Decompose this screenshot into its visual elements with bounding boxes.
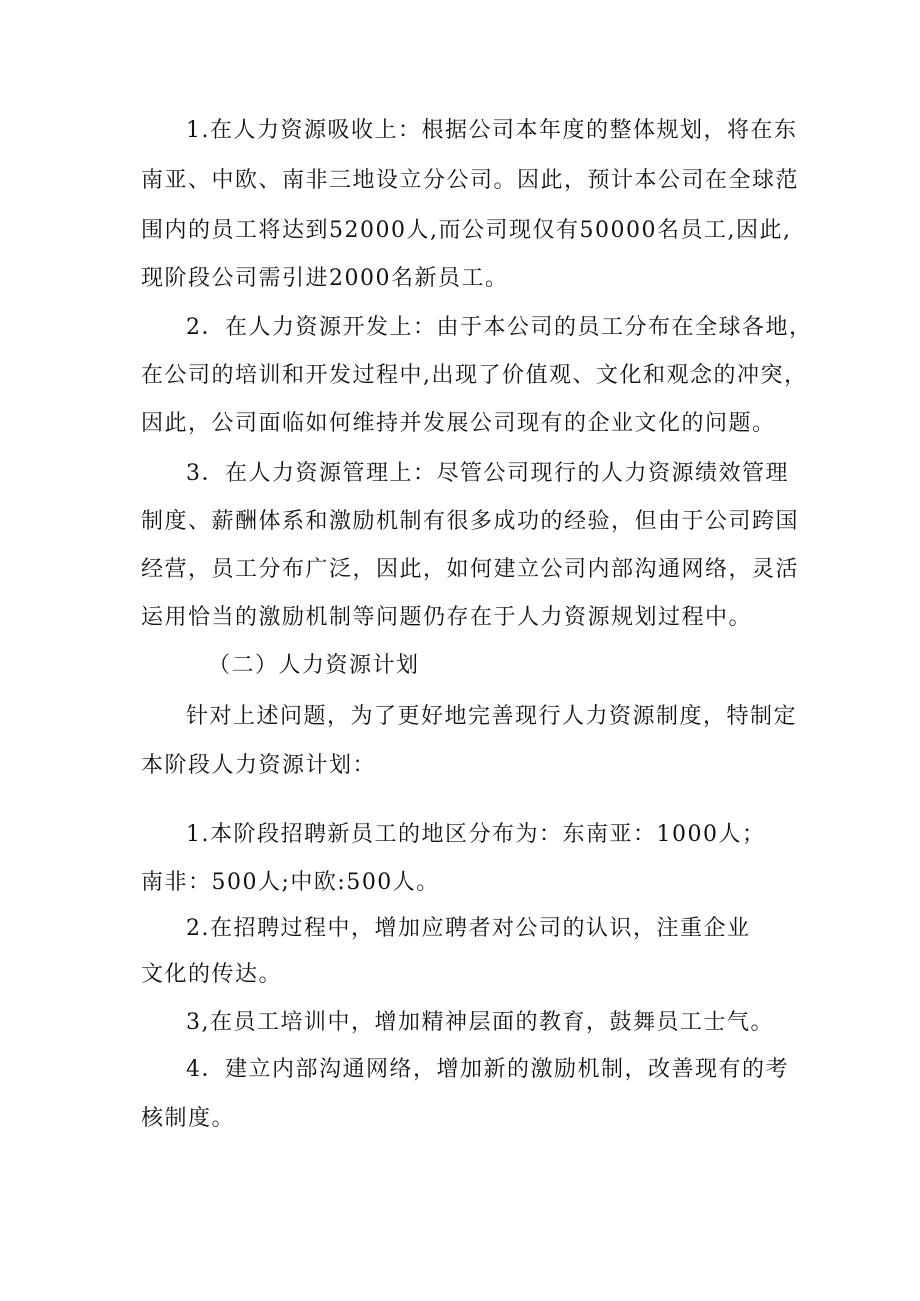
- paragraph-1-line-1: 1.在人力资源吸收上：根据公司本年度的整体规划，将在东: [186, 118, 798, 143]
- plan-item-1-line-2: 南非：500人;中欧:500人。: [141, 870, 440, 895]
- section-heading: （二）人力资源计划: [208, 653, 420, 678]
- paragraph-2-line-2: 在公司的培训和开发过程中,出现了价值观、文化和观念的冲突，: [141, 363, 808, 388]
- plan-item-4-line-1: 4．建立内部沟通网络，增加新的激励机制，改善现有的考: [186, 1057, 789, 1082]
- plan-item-2-line-2: 文化的传达。: [141, 962, 283, 987]
- plan-item-1-line-1: 1.本阶段招聘新员工的地区分布为：东南亚：1000人；: [186, 822, 766, 847]
- plan-item-2-line-1: 2.在招聘过程中，增加应聘者对公司的认识，注重企业: [186, 916, 751, 941]
- paragraph-2-line-3: 因此，公司面临如何维持并发展公司现有的企业文化的问题。: [141, 411, 776, 436]
- paragraph-5-line-1: 针对上述问题，为了更好地完善现行人力资源制度，特制定: [186, 704, 798, 729]
- plan-item-4-line-2: 核制度。: [141, 1106, 236, 1131]
- paragraph-3-line-3: 经营，员工分布广泛，因此，如何建立公司内部沟通网络，灵活: [141, 557, 800, 582]
- paragraph-1-line-2: 南亚、中欧、南非三地设立分公司。因此，预计本公司在全球范: [141, 168, 800, 193]
- paragraph-5-line-2: 本阶段人力资源计划：: [141, 753, 377, 778]
- paragraph-1-line-4: 现阶段公司需引进2000名新员工。: [141, 266, 509, 291]
- paragraph-1-line-3: 围内的员工将达到52000人,而公司现仅有50000名员工,因此,: [141, 218, 792, 243]
- paragraph-2-line-1: 2．在人力资源开发上：由于本公司的员工分布在全球各地，: [186, 315, 813, 340]
- plan-item-3-line-1: 3,在员工培训中，增加精神层面的教育，鼓舞员工士气。: [186, 1010, 774, 1035]
- paragraph-3-line-2: 制度、薪酬体系和激励机制有很多成功的经验，但由于公司跨国: [141, 509, 800, 534]
- paragraph-3-line-4: 运用恰当的激励机制等问题仍存在于人力资源规划过程中。: [141, 605, 753, 630]
- paragraph-3-line-1: 3．在人力资源管理上：尽管公司现行的人力资源绩效管理: [186, 461, 789, 486]
